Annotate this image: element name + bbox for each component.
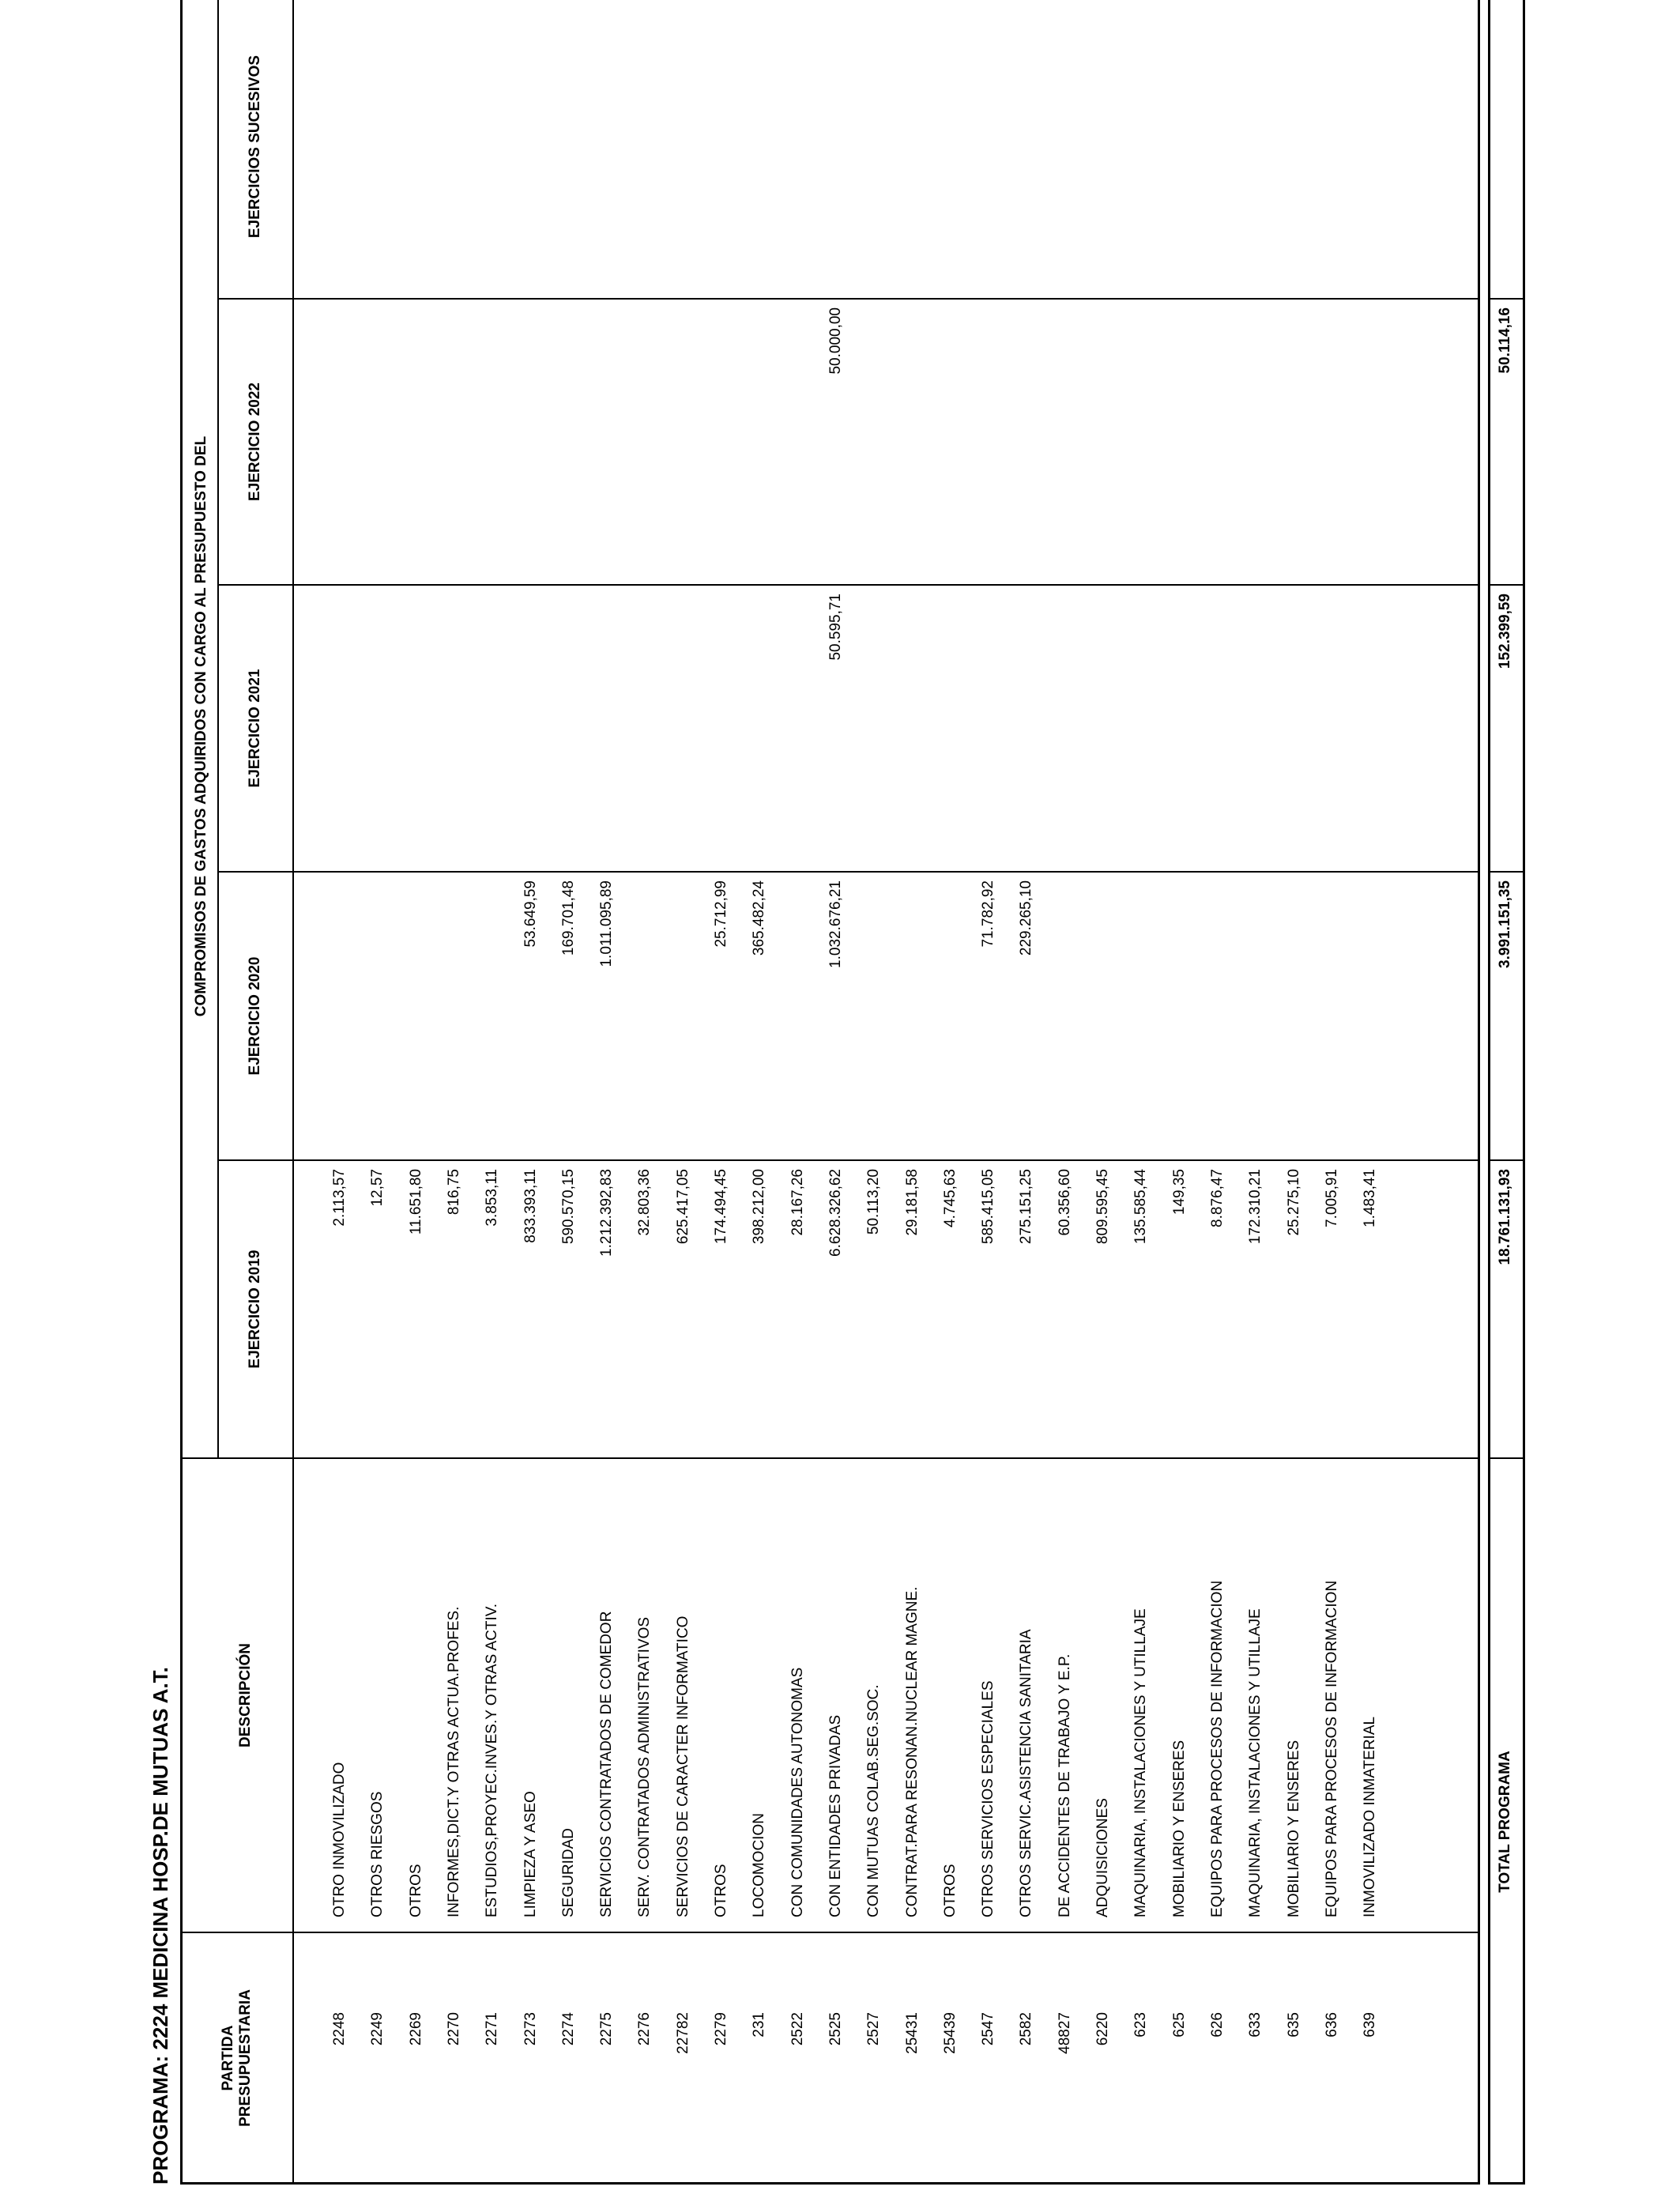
ejercicio-2019-value: 8.876,47 bbox=[1208, 1169, 1226, 1227]
table-row bbox=[855, 0, 893, 2194]
descripcion: EQUIPOS PARA PROCESOS DE INFORMACION bbox=[1323, 1580, 1340, 1917]
ejercicio-2019-value: 809.595,45 bbox=[1094, 1169, 1111, 1245]
table-row bbox=[473, 0, 511, 2194]
descripcion: INMOVILIZADO INMATERIAL bbox=[1362, 1716, 1379, 1917]
table-row bbox=[359, 0, 397, 2194]
header-ejercicio-2020: EJERCICIO 2020 bbox=[247, 956, 263, 1076]
table-row bbox=[740, 0, 778, 2194]
partida-code: 2249 bbox=[369, 2012, 386, 2046]
partida-code: 635 bbox=[1285, 2012, 1302, 2038]
descripcion: OTROS SERVIC.ASISTENCIA SANITARIA bbox=[1018, 1629, 1035, 1917]
header-compromisos: COMPROMISOS DE GASTOS ADQUIRIDOS CON CARGO AL PRESUPUESTO DEL bbox=[193, 435, 209, 1017]
table-row bbox=[1008, 0, 1045, 2194]
header-partida: PARTIDA PRESUPUESTARIA bbox=[220, 1989, 254, 2127]
descripcion: ADQUISICIONES bbox=[1094, 1798, 1111, 1917]
ejercicio-2019-value: 60.356,60 bbox=[1056, 1169, 1073, 1236]
table-row bbox=[1122, 0, 1160, 2194]
table-row bbox=[550, 0, 588, 2194]
ejercicio-2019-value: 590.570,15 bbox=[559, 1169, 577, 1245]
descripcion: OTROS bbox=[941, 1864, 959, 1917]
header-ejercicio-2019: EJERCICIO 2019 bbox=[247, 1250, 263, 1369]
total-2022: 50.114,16 bbox=[1497, 307, 1513, 374]
descripcion: OTROS RIESGOS bbox=[369, 1791, 386, 1917]
ejercicio-2019-value: 2.113,57 bbox=[331, 1169, 348, 1227]
partida-code: 25431 bbox=[903, 2012, 921, 2054]
partida-code: 2271 bbox=[484, 2012, 501, 2046]
descripcion: INFORMES,DICT.Y OTRAS ACTUA.PROFES. bbox=[445, 1606, 462, 1917]
descripcion: OTROS bbox=[407, 1864, 424, 1917]
descripcion: OTROS bbox=[713, 1864, 729, 1917]
partida-code: 2269 bbox=[407, 2012, 424, 2046]
descripcion: SEGURIDAD bbox=[559, 1828, 577, 1917]
ejercicio-2020-value: 1.011.095,89 bbox=[598, 880, 616, 967]
col-rule bbox=[1488, 584, 1525, 586]
table-row bbox=[1275, 0, 1313, 2194]
header-ejercicio-2022: EJERCICIO 2022 bbox=[247, 383, 263, 501]
descripcion: SERVICIOS DE CARACTER INFORMATICO bbox=[674, 1615, 691, 1917]
header-ejercicio-2021: EJERCICIO 2021 bbox=[247, 669, 263, 788]
table-row bbox=[970, 0, 1008, 2194]
ejercicio-2019-value: 50.113,20 bbox=[865, 1169, 883, 1235]
table-row bbox=[321, 0, 359, 2194]
ejercicio-2022-value: 50.000,00 bbox=[827, 307, 844, 375]
table-row bbox=[665, 0, 703, 2194]
table-row bbox=[1046, 0, 1084, 2194]
ejercicio-2020-value: 169.701,48 bbox=[559, 880, 577, 956]
table-row bbox=[512, 0, 550, 2194]
ejercicio-2019-value: 172.310,21 bbox=[1247, 1169, 1264, 1245]
table-row bbox=[397, 0, 435, 2194]
partida-code: 6220 bbox=[1094, 2012, 1111, 2046]
ejercicio-2019-value: 1.212.392,83 bbox=[598, 1169, 616, 1257]
col-rule bbox=[1488, 298, 1525, 300]
table-row bbox=[1161, 0, 1199, 2194]
descripcion: CON ENTIDADES PRIVADAS bbox=[827, 1714, 844, 1917]
partida-code: 231 bbox=[751, 2012, 768, 2038]
ejercicio-2019-value: 25.275,10 bbox=[1285, 1169, 1302, 1236]
table-row bbox=[817, 0, 855, 2194]
table-row bbox=[588, 0, 626, 2194]
ejercicio-2020-value: 25.712,99 bbox=[713, 880, 729, 948]
partida-code: 22782 bbox=[674, 2012, 691, 2054]
ejercicio-2019-value: 1.483,41 bbox=[1362, 1169, 1379, 1227]
table-row bbox=[894, 0, 932, 2194]
table-row bbox=[779, 0, 817, 2194]
ejercicio-2019-value: 135.585,44 bbox=[1132, 1169, 1150, 1245]
partida-code: 625 bbox=[1170, 2012, 1188, 2038]
partida-code: 633 bbox=[1247, 2012, 1264, 2038]
partida-code: 636 bbox=[1323, 2012, 1340, 2038]
descripcion: CONTRAT.PARA RESONAN.NUCLEAR MAGNE. bbox=[903, 1586, 921, 1917]
total-2019: 18.761.131,93 bbox=[1497, 1169, 1513, 1265]
ejercicio-2019-value: 28.167,26 bbox=[789, 1169, 806, 1236]
partida-code: 626 bbox=[1208, 2012, 1226, 2038]
ejercicio-2019-value: 6.628.326,62 bbox=[827, 1169, 844, 1257]
ejercicio-2019-value: 625.417,05 bbox=[674, 1169, 691, 1245]
total-label: TOTAL PROGRAMA bbox=[1497, 1751, 1513, 1893]
table-row bbox=[626, 0, 664, 2194]
ejercicio-2019-value: 149,35 bbox=[1170, 1169, 1188, 1216]
descripcion: MOBILIARIO Y ENSERES bbox=[1170, 1740, 1188, 1917]
program-title: PROGRAMA: 2224 MEDICINA HOSP.DE MUTUAS A.T. bbox=[149, 1667, 172, 2185]
header-ejercicios-sucesivos: EJERCICIOS SUCESIVOS bbox=[247, 55, 263, 239]
ejercicio-2020-value: 229.265,10 bbox=[1018, 880, 1035, 956]
partida-code: 639 bbox=[1362, 2012, 1379, 2038]
ejercicio-2020-value: 365.482,24 bbox=[751, 880, 768, 956]
partida-code: 2273 bbox=[522, 2012, 539, 2046]
header-bottom-rule bbox=[292, 0, 294, 2185]
table-row bbox=[435, 0, 473, 2194]
descripcion: OTRO INMOVILIZADO bbox=[331, 1762, 348, 1917]
descripcion: DE ACCIDENTES DE TRABAJO Y E.P. bbox=[1056, 1653, 1073, 1917]
partida-code: 2582 bbox=[1018, 2012, 1035, 2046]
descripcion: MAQUINARIA, INSTALACIONES Y UTILLAJE bbox=[1132, 1608, 1150, 1917]
ejercicio-2019-value: 29.181,58 bbox=[903, 1169, 921, 1236]
table-row bbox=[703, 0, 740, 2194]
ejercicio-2020-value: 71.782,92 bbox=[980, 880, 997, 948]
partida-code: 48827 bbox=[1056, 2012, 1073, 2054]
ejercicio-2019-value: 3.853,11 bbox=[484, 1169, 501, 1227]
header-descripcion: DESCRIPCIÓN bbox=[237, 1643, 254, 1747]
descripcion: OTROS SERVICIOS ESPECIALES bbox=[980, 1680, 997, 1917]
partida-code: 25439 bbox=[941, 2012, 959, 2054]
ejercicio-2020-value: 1.032.676,21 bbox=[827, 880, 844, 968]
partida-code: 623 bbox=[1132, 2012, 1150, 2038]
ejercicio-2019-value: 833.393,11 bbox=[522, 1169, 539, 1243]
ejercicio-2019-value: 32.803,36 bbox=[636, 1169, 654, 1236]
col-rule bbox=[1488, 871, 1525, 873]
table-row bbox=[932, 0, 970, 2194]
descripcion: ESTUDIOS,PROYEC.INVES.Y OTRAS ACTIV. bbox=[484, 1604, 501, 1917]
ejercicio-2020-value: 53.649,59 bbox=[522, 880, 539, 948]
ejercicio-2019-value: 585.415,05 bbox=[980, 1169, 997, 1245]
ejercicio-2019-value: 816,75 bbox=[445, 1169, 462, 1216]
partida-code: 2522 bbox=[789, 2012, 806, 2046]
partida-code: 2274 bbox=[559, 2012, 577, 2046]
table-row bbox=[1351, 0, 1389, 2194]
table-row bbox=[1313, 0, 1351, 2194]
partida-code: 2248 bbox=[331, 2012, 348, 2046]
ejercicio-2019-value: 12,57 bbox=[369, 1169, 386, 1207]
partida-code: 2275 bbox=[598, 2012, 616, 2046]
table-row bbox=[1237, 0, 1275, 2194]
descripcion: LIMPIEZA Y ASEO bbox=[522, 1791, 539, 1917]
total-2020: 3.991.151,35 bbox=[1497, 880, 1513, 968]
descripcion: CON MUTUAS COLAB.SEG.SOC. bbox=[865, 1684, 883, 1917]
table-row bbox=[1084, 0, 1122, 2194]
ejercicio-2019-value: 7.005,91 bbox=[1323, 1169, 1340, 1227]
descripcion: SERVICIOS CONTRATADOS DE COMEDOR bbox=[598, 1611, 616, 1917]
total-2021: 152.399,59 bbox=[1497, 594, 1513, 669]
col-rule bbox=[1488, 1159, 1525, 1161]
table-row bbox=[1199, 0, 1237, 2194]
descripcion: MAQUINARIA, INSTALACIONES Y UTILLAJE bbox=[1247, 1608, 1264, 1917]
ejercicio-2021-value: 50.595,71 bbox=[827, 594, 844, 661]
partida-code: 2547 bbox=[980, 2012, 997, 2046]
partida-code: 2527 bbox=[865, 2012, 883, 2046]
partida-code: 2276 bbox=[636, 2012, 654, 2046]
descripcion: EQUIPOS PARA PROCESOS DE INFORMACION bbox=[1208, 1580, 1226, 1917]
ejercicio-2019-value: 398.212,00 bbox=[751, 1169, 768, 1245]
descripcion: CON COMUNIDADES AUTONOMAS bbox=[789, 1667, 806, 1917]
partida-code: 2270 bbox=[445, 2012, 462, 2046]
partida-code: 2525 bbox=[827, 2012, 844, 2046]
descripcion: SERV. CONTRATADOS ADMINISTRATIVOS bbox=[636, 1616, 654, 1917]
ejercicio-2019-value: 174.494,45 bbox=[713, 1169, 729, 1245]
partida-code: 2279 bbox=[713, 2012, 729, 2046]
compromisos-rule bbox=[217, 0, 219, 1459]
ejercicio-2019-value: 275.151,25 bbox=[1018, 1169, 1035, 1245]
descripcion: LOCOMOCION bbox=[751, 1813, 768, 1917]
descripcion: MOBILIARIO Y ENSERES bbox=[1285, 1740, 1302, 1917]
ejercicio-2019-value: 11.651,80 bbox=[407, 1169, 424, 1235]
ejercicio-2019-value: 4.745,63 bbox=[941, 1169, 959, 1227]
